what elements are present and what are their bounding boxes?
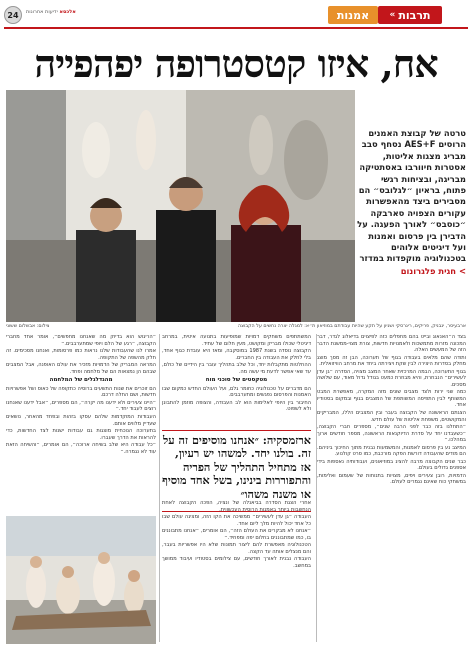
paragraph: ״אנחנו לא מבקרים את העולם הזה״, הם אומרים, ״אנחנו מתבוננים בו, כמו שמתבוננים בחלום יפה ומפחיד.״ — [162, 528, 311, 541]
paragraph: ״כל עבודה היא שלב בשיחה ארוכה״, הם אומרים, ״והשיחה הזאת עוד לא נגמרה.״ — [6, 442, 156, 455]
subheading: מהגדלגלים של המלחמה — [49, 377, 113, 384]
article-column-1 — [317, 334, 466, 644]
dateline-brand: אלכסא — [59, 9, 76, 15]
paragraph: העבודה נבנית לאורך חודשים, עם צילומים בסטודיו ועיבוד ממושך במחשב. — [162, 556, 311, 569]
paragraph: ״היינו צעירים ולא ידענו מה יקרה״, הם מספרים, ״אבל ידענו שאנחנו רוצים לעבוד יחד.״ — [6, 399, 156, 413]
lead-text: טרטה של קבוצת האמנים הרוסים AES+F נסחף סבב מבריג מצגות אליטות, אסטרות חיוורבו באסתטיקה מבריגה, ובציחות רגשי פתוח, בראיון ״לגלובס״ הם מסבירים ביצד מהאפשרות עקורים הצפויה סארבקה ״כוסבס״ לאורך הפעגה. על הדבירן בין פרסום ואמנות ועל דיגיטים אלוהים בטכנולוגיה מוקפדות במדזר — [357, 128, 466, 264]
artwork-still-illustration — [6, 516, 156, 644]
paragraph: אמרו לנו שהעבודות שלנו נראות כמו פרסומות, ואנחנו מסכימים. זה חלק מהשפה של התקופה. — [6, 348, 156, 361]
artists-photo-illustration — [6, 90, 355, 322]
dateline — [26, 9, 310, 15]
paragraph: העבודה ״גן עדן לעשירים״ ממשיכה את הקו הזה, ומציגה עולם שבו כל אחד יכול להיות מלך ליום אחד. — [162, 514, 311, 527]
paragraph: החיבור בין היופי לאלימות הוא לב העבודה, והצופה מוזמן להתבונן ולא לשפוט. — [162, 399, 311, 413]
column-divider — [316, 334, 317, 642]
inset-photo — [6, 516, 156, 644]
paragraph: הקבוצה נוסדה בשנת 1987 במוסקבה, ומאז היא עובדת כגוף אחד, בלי לחלק את העבודה בין החברים. — [162, 348, 311, 361]
paragraph: אחרי הצגת הסדרה בביאנלה של ונציה, הפכה הקבוצה לאחת הנחשבות ביותר באמנות הרוסית העכשווית. — [162, 500, 311, 513]
section-tab-omanut[interactable]: אמנות — [328, 6, 378, 24]
paragraph: ״הריגוש הוא בדיוק מה שאנחנו מחפשים״, אומר אחד מחברי הקבוצה, ״רגע של הלם ויופי שמתערבבים.״ — [6, 334, 156, 347]
paragraph: העבודות המוקדמות שלהם עסקו בזהות ובפחד מהאחר, נושאים שעדיין מלווים אותם. — [6, 414, 156, 427]
paragraph: הם מדברים על טכנולוגיה כחומר גלם, ועל העולם החדש כמקום שבו האמנות והפרסום נפגשים ומתערבבים. — [162, 385, 311, 399]
byline[interactable]: > חגית פלגרונום — [400, 265, 466, 276]
paragraph: הצגתם הראשונה של הקבוצה בעבר ובין המצבים הללו, המבריקים והמקושטים, משפחת אליטות של עולם חדש. — [317, 410, 466, 423]
paragraph: ותודה שהם מלאים בעבודה בגוף של תערוכה, הבן זה מסך מוצג מחלק בסדרות היצירה לבין שקת ויצירתה ביחד את מרחב הוויזואלית. — [317, 354, 466, 368]
paragraph: ״התחלנו בזה כבר לפני הרבה שנים״, מספרים חברי הקבוצה, ״כשעבדנו יחד על סדרת הדיוקנאות הראשונה, מספר חודשים ארוך במהלכו.״ — [317, 424, 466, 444]
lead-paragraph — [356, 128, 466, 288]
paragraph: המראה המבריק של הדמויות מזכיר את עולם האופנה, אבל המצבים שבהם הן נמצאות הם של מלחמה ופחד. — [6, 362, 156, 375]
paragraph: המשתתפים משחקים דמויות שמופיעות בתנועה איטית, במרחב דיגיטלי שכולו מבריק ומקושט, מעין חלום של עתיד. — [162, 334, 311, 347]
headline: אח, איזו קטסטרופה יפהפייה — [34, 44, 438, 84]
photo-credit: צילום: אבשלום ששוני — [6, 324, 50, 329]
page-number: 24 — [4, 6, 22, 24]
paragraph: בגוף התערוכה, הבמה המרכזית שאחר המצב מצויה, הסדרה ״גן עדן לעשירים״ הנבחרת, והיא מבוזרת כמעט בגודל גדול מאוד, עם שלושה מסכים. — [317, 368, 466, 388]
paragraph: המיצב נע בין פרסום לאמנות, והמשמעות נבנית מתוך החיכוך ביניהם. הם מודים שהעבודה דורשת הפקה מורכבת, כמו סרט קולנוע. — [317, 444, 466, 458]
paragraph: ההחלטות מתקבלות יחד, וכל שלב בתהליך עובר בין הידיים של כולם, עד שאי אפשר לדעת מי עשה מה. — [162, 362, 311, 375]
paragraph: הדמויות, רובן צעירים ויפים, מצויות בתנוחות של שעמום ואלימות, במשחקי כוח שאינם נגמרים לעולם. — [317, 472, 466, 486]
paragraph: בצד ה״האנאוג ובייט בהם מחפלים כזה לפיצוים בדיאלוג לגדר, דבר המכונה מזרות מתמשכות ולאמנויות חדשות, צורת מצוי-ממשנת הדבר הזה של המעשים האלה. — [317, 334, 466, 354]
photo-caption — [6, 324, 466, 330]
paragraph: כבר שנים הקבוצה מרבה להציג במוזיאונים, ועבודותיה נאספות בידי אספנים גדולים בעולם. — [317, 458, 466, 472]
main-photo — [6, 90, 355, 322]
page-header — [0, 6, 472, 24]
header-rule — [4, 27, 468, 29]
subheading: מטקסטים של סוכני מוח — [205, 377, 268, 384]
section-tab-label: תרבות — [398, 8, 431, 22]
paragraph: הטכנולוגיה מאפשרת להם ליצור תמונות שלא היו אפשריות בעבר, והם מנצלים אותה עד הקצה. — [162, 542, 311, 555]
section-tab-tarbut[interactable] — [378, 6, 442, 24]
paragraph: הם זוכרים את שנות התשעים ברוסיה כתקופה של כאוס ושל אפשרויות חדשות, ושם החלה דרכם. — [6, 385, 156, 399]
column-divider — [159, 334, 160, 642]
double-chevron-icon: » — [389, 10, 396, 20]
dateline-text: ידיעות אחרונות — [26, 9, 58, 15]
paragraph: בתערוכה הנוכחית מוצגות גם עבודות ישנות לצד החדשות, כדי להראות את הדרך שעברו. — [6, 428, 156, 441]
pull-quote: ארזמסקיה: ״אנחנו מוסיפים זה על זה. בולנו יחד. למשהו יש רעיון, אז מתחיל התהליך של הפריה והתפוררות בינינו, בשל אחד מוסיף או משנה משהו״ — [162, 430, 311, 512]
paragraph: כמה שני ירות ולצד מצבים שונים מזה המקרה, מאפשרת המבט המשותף לבין התפיסה המשותפת של המצבים בגוף ובמקום בסטודיו אחד. — [317, 389, 466, 409]
caption-text: ארבעיסר, ינבניק, פריקים, ריגרסקי ושניון על תקע שהיות עבודתם במוזיאון ת״א: למגלה יצרה נחשים על הקבוצה — [238, 324, 466, 329]
